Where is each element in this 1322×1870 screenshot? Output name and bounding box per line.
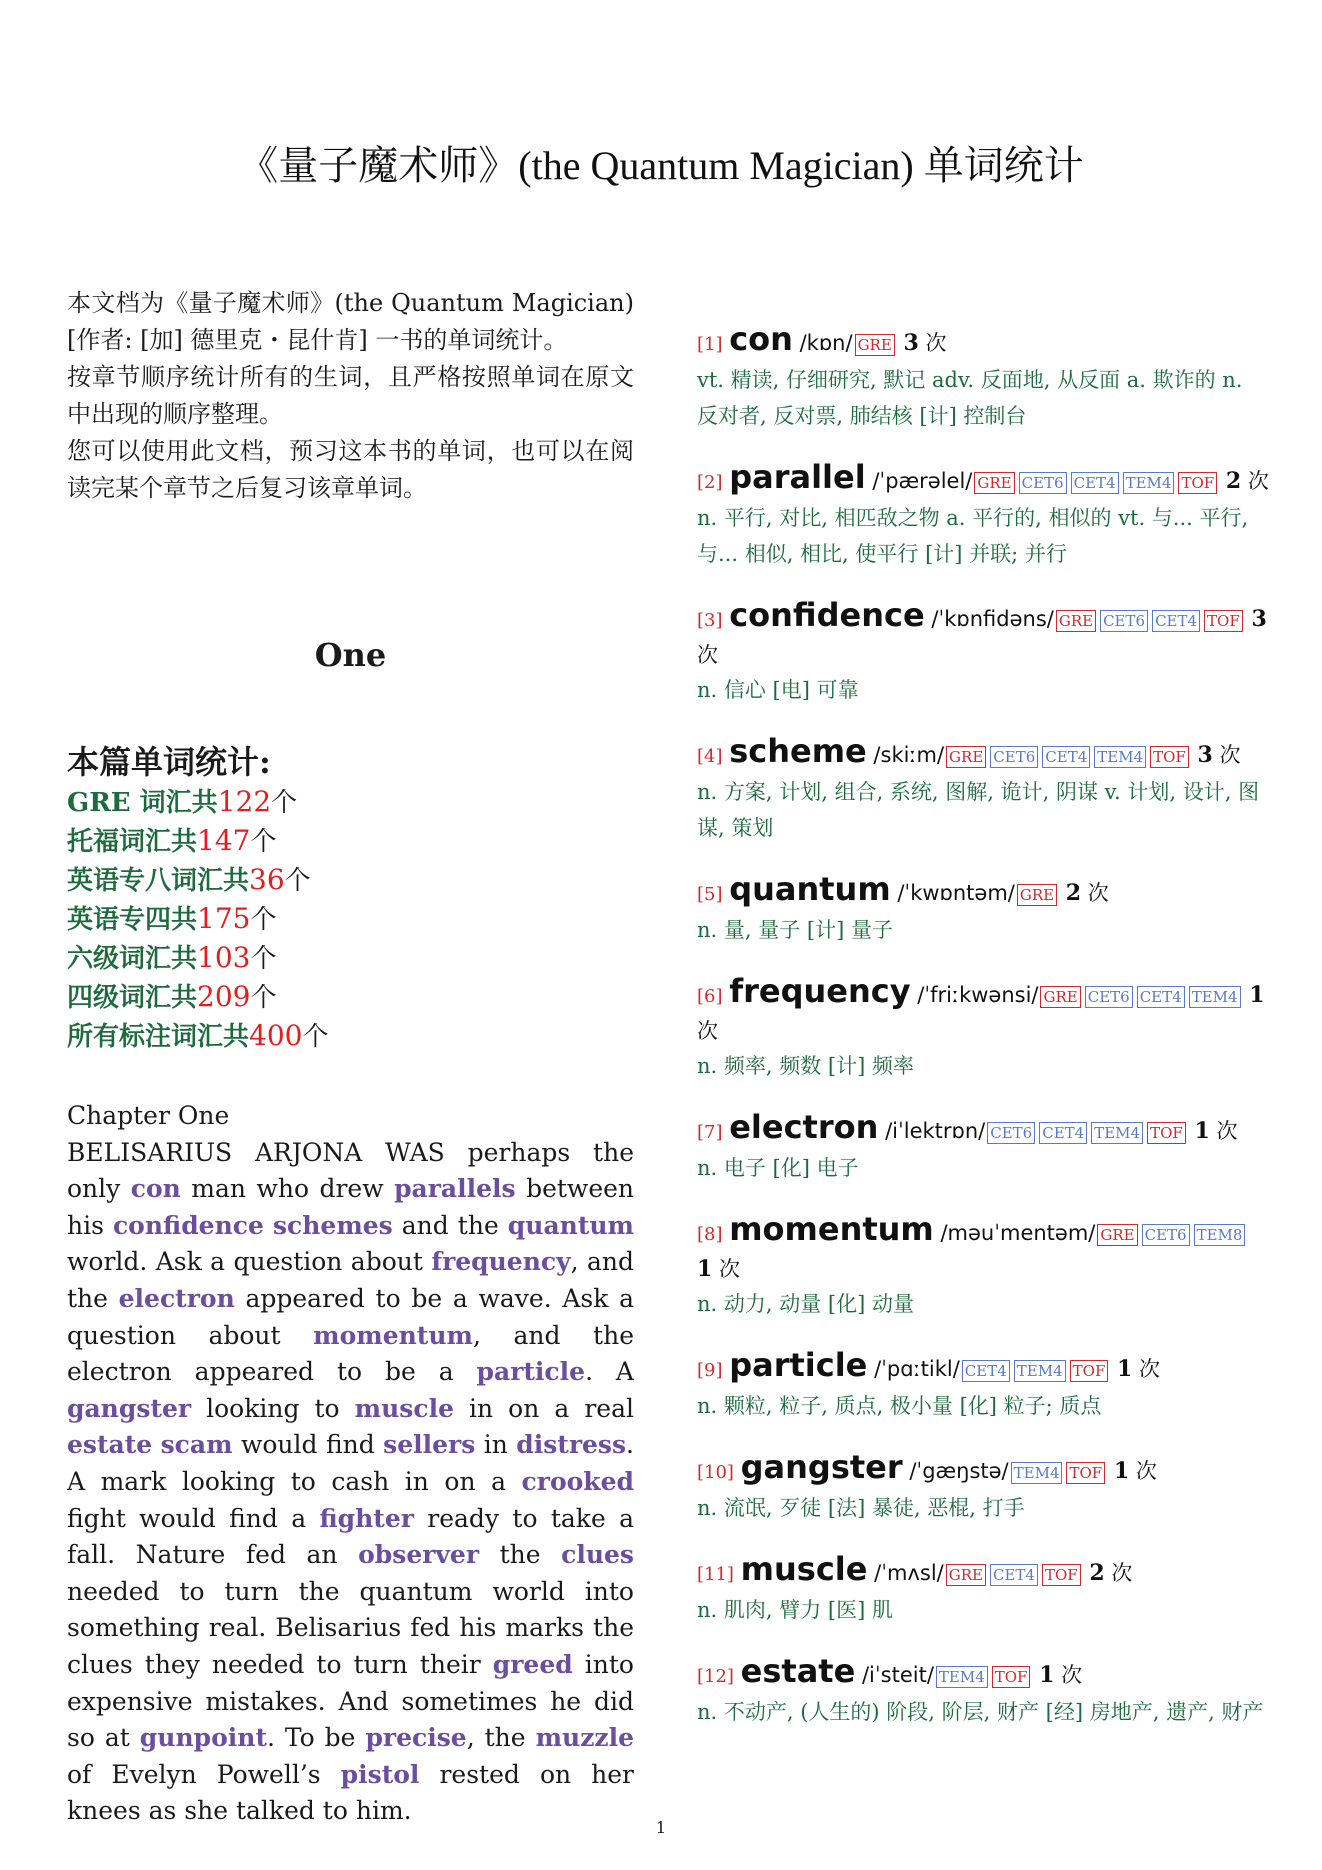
entry-phonetic: /skiːm/ bbox=[873, 743, 945, 767]
vocab-entry bbox=[697, 872, 1269, 948]
exam-tag-badge: GRE bbox=[1056, 610, 1096, 632]
vocab-list bbox=[697, 322, 1269, 1756]
exam-tag-badge: TOF bbox=[1066, 1462, 1105, 1484]
vocab-entry-head bbox=[697, 322, 1269, 362]
story-keyword: momentum bbox=[313, 1320, 473, 1350]
exam-tag-badge: GRE bbox=[946, 746, 986, 768]
vocab-entry-head bbox=[697, 598, 1269, 672]
stat-count: 147 bbox=[197, 824, 251, 857]
entry-index: [7] bbox=[697, 1122, 723, 1143]
stat-row bbox=[67, 822, 634, 861]
intro-paragraph: 您可以使用此文档，预习这本书的单词，也可以在阅读完某个章节之后复习该章单词。 bbox=[67, 437, 634, 502]
exam-tag-badge: TEM4 bbox=[1091, 1122, 1143, 1144]
vocab-entry bbox=[697, 974, 1269, 1084]
exam-tag-badge: CET4 bbox=[1071, 472, 1119, 494]
entry-definition: n. 信心 [电] 可靠 bbox=[697, 678, 859, 702]
vocab-entry bbox=[697, 1654, 1269, 1730]
entry-index: [12] bbox=[697, 1666, 734, 1687]
exam-tag-badge: TEM4 bbox=[1011, 1462, 1063, 1484]
stat-label: 六级词汇共 bbox=[67, 944, 198, 974]
entry-phonetic: /məuˈmentəm/ bbox=[940, 1221, 1096, 1245]
entry-count-suffix: 次 bbox=[1135, 1459, 1157, 1483]
entry-word: parallel bbox=[729, 458, 866, 496]
entry-count: 2 bbox=[1225, 468, 1242, 494]
entry-count-suffix: 次 bbox=[1061, 1663, 1083, 1687]
story-keyword: gangster bbox=[67, 1393, 192, 1423]
entry-count: 1 bbox=[1117, 1356, 1133, 1382]
entry-phonetic: /ˈmʌsl/ bbox=[874, 1561, 944, 1585]
entry-word: frequency bbox=[729, 972, 911, 1010]
story-keyword: greed bbox=[492, 1649, 573, 1679]
entry-index: [9] bbox=[697, 1360, 723, 1381]
entry-phonetic: /ˈkwɒntəm/ bbox=[897, 881, 1015, 905]
story-paragraph: BELISARIUS ARJONA WAS perhaps the only con man who drew parallels between his confidence schemes and the quantum world. Ask a question about frequency, and the electron appeared to be a wave. Ask a question about momentum, and the electron appeared to be a particle. A gangster looking to muscle in on a real estate scam would find sellers in distress. A mark looking to cash in on a crooked fight would find a fighter ready to take a fall. Nature fed an observer the clues needed to turn the quantum world into something real. Belisarius fed his marks the clues they needed to turn their greed into expensive mistakes. And sometimes he did so at gunpoint. To be precise, the muzzle of Evelyn Powell’s pistol rested on her knees as she talked to him. bbox=[67, 1137, 635, 1826]
stat-unit: 个 bbox=[250, 905, 277, 935]
stat-count: 103 bbox=[197, 941, 251, 974]
entry-index: [5] bbox=[697, 884, 723, 905]
entry-count: 1 bbox=[1249, 982, 1265, 1008]
vocab-entry bbox=[697, 1110, 1269, 1186]
exam-tag-badge: CET4 bbox=[1137, 986, 1185, 1008]
entry-count: 3 bbox=[1251, 606, 1267, 632]
stat-count: 122 bbox=[217, 785, 272, 818]
vocab-entry bbox=[697, 1212, 1269, 1322]
exam-tag-badge: TOF bbox=[1147, 1122, 1186, 1144]
entry-definition: n. 流氓, 歹徒 [法] 暴徒, 恶棍, 打手 bbox=[697, 1496, 1025, 1520]
exam-tag-badge: CET6 bbox=[1019, 472, 1067, 494]
entry-word: electron bbox=[729, 1108, 879, 1146]
exam-tag-badge: TEM4 bbox=[936, 1666, 988, 1688]
entry-count-suffix: 次 bbox=[1111, 1561, 1133, 1585]
exam-tag-badge: CET6 bbox=[1085, 986, 1133, 1008]
stats-list bbox=[67, 783, 634, 1056]
entry-word: confidence bbox=[729, 596, 925, 634]
story-keyword: sellers bbox=[383, 1430, 476, 1460]
stat-unit: 个 bbox=[284, 866, 311, 896]
story-keyword: gunpoint bbox=[139, 1723, 267, 1753]
story-keyword: muscle bbox=[354, 1393, 454, 1423]
stat-unit: 个 bbox=[271, 788, 298, 818]
stat-label: 英语专八词汇共 bbox=[67, 866, 250, 896]
exam-tag-badge: TEM4 bbox=[1123, 472, 1175, 494]
exam-tag-badge: GRE bbox=[855, 334, 895, 356]
stat-count: 175 bbox=[197, 902, 251, 935]
exam-tag-badge: TEM4 bbox=[1189, 986, 1241, 1008]
stat-label: 四级词汇共 bbox=[67, 983, 198, 1013]
entry-word: muscle bbox=[740, 1550, 868, 1588]
exam-tag-badge: TEM4 bbox=[1094, 746, 1146, 768]
stat-unit: 个 bbox=[250, 983, 277, 1013]
story-keyword: particle bbox=[476, 1357, 586, 1387]
entry-count-suffix: 次 bbox=[1247, 469, 1269, 493]
intro-text bbox=[67, 285, 634, 507]
story-keyword: crooked bbox=[521, 1466, 634, 1496]
exam-tag-badge: CET4 bbox=[1039, 1122, 1087, 1144]
entry-count: 2 bbox=[1089, 1560, 1105, 1586]
story-keyword: fighter bbox=[319, 1503, 414, 1533]
entry-count-suffix: 次 bbox=[697, 643, 718, 667]
exam-tag-badge: GRE bbox=[1040, 986, 1080, 1008]
exam-tag-badge: TEM8 bbox=[1194, 1224, 1246, 1246]
exam-tag-badge: CET6 bbox=[987, 1122, 1035, 1144]
stat-row bbox=[67, 1017, 634, 1056]
entry-word: quantum bbox=[729, 870, 891, 908]
entry-count: 2 bbox=[1065, 880, 1082, 906]
stat-label: 英语专四共 bbox=[67, 905, 198, 935]
page-title: 《量子魔术师》(the Quantum Magician) 单词统计 bbox=[238, 143, 1084, 188]
entry-count-suffix: 次 bbox=[1216, 1119, 1238, 1143]
exam-tag-badge: CET4 bbox=[990, 1564, 1038, 1586]
stat-row bbox=[67, 939, 634, 978]
vocab-entry-head bbox=[697, 734, 1269, 774]
exam-tag-badge: CET6 bbox=[1100, 610, 1148, 632]
entry-count-suffix: 次 bbox=[1219, 743, 1241, 767]
entry-definition: n. 量, 量子 [计] 量子 bbox=[697, 918, 893, 942]
story-keyword: estate bbox=[67, 1430, 153, 1460]
entry-definition: n. 颗粒, 粒子, 质点, 极小量 [化] 粒子; 质点 bbox=[697, 1394, 1102, 1418]
exam-tag-badge: CET4 bbox=[1042, 746, 1090, 768]
exam-tag-badge: TOF bbox=[1204, 610, 1243, 632]
story-keyword: scam bbox=[160, 1430, 233, 1460]
vocab-entry-head bbox=[697, 1552, 1269, 1592]
exam-tag-badge: TOF bbox=[992, 1666, 1031, 1688]
entry-word: con bbox=[729, 320, 793, 358]
vocab-entry-head bbox=[697, 1212, 1269, 1286]
exam-tag-badge: TOF bbox=[1070, 1360, 1109, 1382]
vocab-entry bbox=[697, 460, 1269, 572]
exam-tag-badge: GRE bbox=[946, 1564, 986, 1586]
stat-count: 209 bbox=[197, 980, 251, 1013]
exam-tag-badge: CET6 bbox=[990, 746, 1038, 768]
entry-phonetic: /ˈgæŋstə/ bbox=[909, 1459, 1009, 1483]
entry-count-suffix: 次 bbox=[719, 1257, 740, 1281]
entry-phonetic: /iˈsteit/ bbox=[861, 1663, 934, 1687]
exam-tag-badge: CET4 bbox=[1152, 610, 1200, 632]
stat-label: GRE 词汇共 bbox=[67, 788, 218, 818]
stat-label: 所有标注词汇共 bbox=[67, 1022, 250, 1052]
stat-label: 托福词汇共 bbox=[67, 827, 198, 857]
vocab-entry-head bbox=[697, 460, 1269, 500]
stats-title: 本篇单词统计: bbox=[67, 743, 271, 781]
entry-index: [2] bbox=[697, 472, 723, 493]
exam-tag-badge: CET4 bbox=[962, 1360, 1010, 1382]
story-keyword: confidence bbox=[112, 1210, 264, 1240]
vocab-entry bbox=[697, 1450, 1269, 1526]
vocab-entry-head bbox=[697, 1348, 1269, 1388]
story-keyword: con bbox=[130, 1174, 181, 1204]
entry-definition: n. 平行, 对比, 相匹敌之物 a. 平行的, 相似的 vt. 与... 平行, 与... 相似, 相比, 使平行 [计] 并联; 并行 bbox=[697, 506, 1249, 566]
entry-phonetic: /ˈpærəlel/ bbox=[872, 469, 973, 493]
story-keyword: distress bbox=[516, 1430, 627, 1460]
entry-definition: n. 动力, 动量 [化] 动量 bbox=[697, 1292, 914, 1316]
stat-unit: 个 bbox=[302, 1022, 329, 1052]
entry-definition: n. 不动产, (人生的) 阶段, 阶层, 财产 [经] 房地产, 遗产, 财产 bbox=[697, 1700, 1264, 1724]
exam-tag-badge: TOF bbox=[1178, 472, 1217, 494]
exam-tag-badge: CET6 bbox=[1142, 1224, 1190, 1246]
exam-tag-badge: TOF bbox=[1042, 1564, 1081, 1586]
vocab-entry-head bbox=[697, 1654, 1269, 1694]
page-number: 1 bbox=[655, 1818, 667, 1837]
entry-phonetic: /kɒn/ bbox=[799, 331, 853, 355]
left-column bbox=[67, 285, 634, 1830]
vocab-entry bbox=[697, 1348, 1269, 1424]
story-keyword: frequency bbox=[431, 1247, 571, 1277]
intro-paragraph: 本文档为《量子魔术师》(the Quantum Magician)[作者: [加] 德里克・昆什肯] 一书的单词统计。 bbox=[67, 289, 634, 354]
story-keyword: clues bbox=[561, 1540, 634, 1570]
story-keyword: precise bbox=[365, 1723, 467, 1753]
intro-paragraph: 按章节顺序统计所有的生词，且严格按照单词在原文中出现的顺序整理。 bbox=[67, 363, 634, 428]
vocab-entry-head bbox=[697, 872, 1269, 912]
story-text bbox=[67, 1098, 634, 1830]
stat-unit: 个 bbox=[250, 827, 277, 857]
stat-row bbox=[67, 900, 634, 939]
entry-index: [3] bbox=[697, 610, 723, 631]
entry-word: particle bbox=[729, 1346, 868, 1384]
entry-count: 1 bbox=[1113, 1458, 1130, 1484]
entry-phonetic: /ˈfriːkwənsi/ bbox=[917, 983, 1039, 1007]
stat-row bbox=[67, 783, 634, 822]
entry-word: momentum bbox=[729, 1210, 934, 1248]
stat-count: 36 bbox=[249, 863, 285, 896]
entry-count: 3 bbox=[1197, 742, 1213, 768]
story-keyword: quantum bbox=[507, 1210, 634, 1240]
stat-row bbox=[67, 978, 634, 1017]
entry-phonetic: /iˈlektrɒn/ bbox=[885, 1119, 986, 1143]
story-chapter-label: Chapter One bbox=[67, 1101, 230, 1130]
vocab-entry bbox=[697, 1552, 1269, 1628]
entry-count: 1 bbox=[697, 1256, 713, 1282]
entry-count: 1 bbox=[1194, 1118, 1210, 1144]
stat-row bbox=[67, 861, 634, 900]
story-keyword: electron bbox=[118, 1283, 235, 1313]
entry-count-suffix: 次 bbox=[1087, 881, 1109, 905]
entry-word: gangster bbox=[740, 1448, 903, 1486]
entry-word: scheme bbox=[729, 732, 867, 770]
vocab-entry bbox=[697, 322, 1269, 434]
entry-count-suffix: 次 bbox=[1139, 1357, 1161, 1381]
story-keyword: parallels bbox=[394, 1174, 516, 1204]
entry-phonetic: /ˈpɑːtikl/ bbox=[874, 1357, 960, 1381]
exam-tag-badge: GRE bbox=[1017, 884, 1057, 906]
entry-definition: n. 频率, 频数 [计] 频率 bbox=[697, 1054, 914, 1078]
stat-count: 400 bbox=[249, 1019, 303, 1052]
chapter-heading: One bbox=[314, 636, 387, 674]
entry-index: [4] bbox=[697, 746, 723, 767]
entry-count-suffix: 次 bbox=[925, 331, 947, 355]
entry-index: [10] bbox=[697, 1462, 734, 1483]
stat-unit: 个 bbox=[250, 944, 277, 974]
entry-index: [6] bbox=[697, 986, 723, 1007]
vocab-entry-head bbox=[697, 1110, 1269, 1150]
entry-definition: vt. 精读, 仔细研究, 默记 adv. 反面地, 从反面 a. 欺诈的 n. 反对者, 反对票, 肺结核 [计] 控制台 bbox=[697, 368, 1243, 428]
exam-tag-badge: GRE bbox=[974, 472, 1014, 494]
entry-index: [1] bbox=[697, 334, 723, 355]
vocab-entry bbox=[697, 734, 1269, 846]
entry-count: 3 bbox=[903, 330, 919, 356]
entry-count: 1 bbox=[1039, 1662, 1055, 1688]
entry-definition: n. 肌肉, 臂力 [医] 肌 bbox=[697, 1598, 893, 1622]
vocab-entry-head bbox=[697, 974, 1269, 1048]
entry-index: [8] bbox=[697, 1224, 723, 1245]
vocab-entry-head bbox=[697, 1450, 1269, 1490]
story-keyword: schemes bbox=[272, 1210, 393, 1240]
entry-definition: n. 方案, 计划, 组合, 系统, 图解, 诡计, 阴谋 v. 计划, 设计, 图谋, 策划 bbox=[697, 780, 1260, 840]
entry-definition: n. 电子 [化] 电子 bbox=[697, 1156, 859, 1180]
entry-phonetic: /ˈkɒnfidəns/ bbox=[931, 607, 1054, 631]
story-keyword: observer bbox=[358, 1540, 480, 1570]
exam-tag-badge: TEM4 bbox=[1014, 1360, 1066, 1382]
exam-tag-badge: GRE bbox=[1097, 1224, 1137, 1246]
vocab-entry bbox=[697, 598, 1269, 708]
story-keyword: pistol bbox=[340, 1759, 420, 1789]
exam-tag-badge: TOF bbox=[1150, 746, 1189, 768]
story-keyword: muzzle bbox=[535, 1723, 634, 1753]
entry-index: [11] bbox=[697, 1564, 734, 1585]
entry-word: estate bbox=[740, 1652, 856, 1690]
entry-count-suffix: 次 bbox=[697, 1019, 718, 1043]
